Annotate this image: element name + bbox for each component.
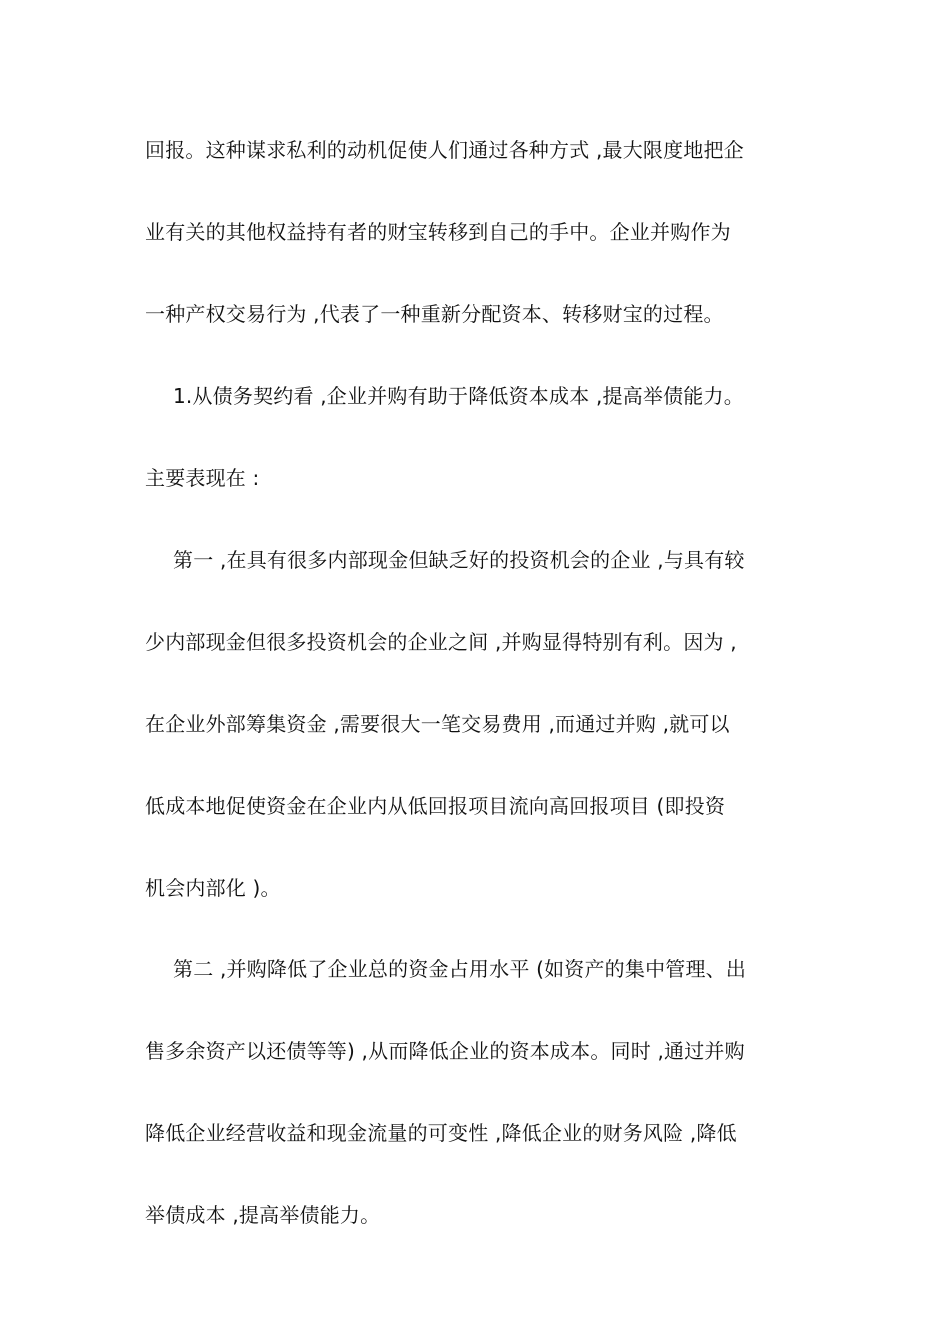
text-line: 低成本地促使资金在企业内从低回报项目流向高回报项目 (即投资 xyxy=(145,794,726,818)
text-line: 售多余资产以还债等等) ,从而降低企业的资本成本。同时 ,通过并购 xyxy=(145,1039,745,1063)
text-line: 主要表现在 : xyxy=(145,466,260,490)
text-line: 第二 ,并购降低了企业总的资金占用水平 (如资产的集中管理、出 xyxy=(173,957,747,981)
text-line: 第一 ,在具有很多内部现金但缺乏好的投资机会的企业 ,与具有较 xyxy=(173,548,745,572)
text-line: 少内部现金但很多投资机会的企业之间 ,并购显得特别有利。因为 , xyxy=(145,630,737,654)
text-line: 在企业外部筹集资金 ,需要很大一笔交易费用 ,而通过并购 ,就可以 xyxy=(145,712,730,736)
section-heading: 1.从债务契约看 ,企业并购有助于降低资本成本 ,提高举债能力。 xyxy=(173,384,744,408)
text-line: 降低企业经营收益和现金流量的可变性 ,降低企业的财务风险 ,降低 xyxy=(145,1121,737,1145)
text-line: 回报。这种谋求私利的动机促使人们通过各种方式 ,最大限度地把企 xyxy=(145,138,744,162)
text-line: 一种产权交易行为 ,代表了一种重新分配资本、转移财宝的过程。 xyxy=(145,302,724,326)
text-line: 举债成本 ,提高举债能力。 xyxy=(145,1203,381,1227)
text-line: 机会内部化 )。 xyxy=(145,876,281,900)
text-line: 业有关的其他权益持有者的财宝转移到自己的手中。企业并购作为 xyxy=(145,220,731,244)
